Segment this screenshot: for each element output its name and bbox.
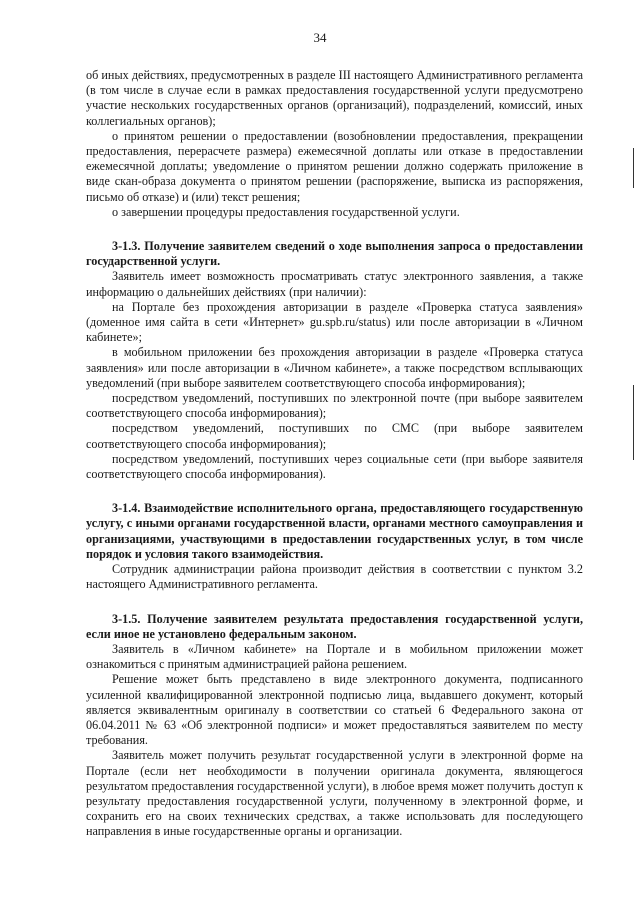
paragraph: Заявитель в «Личном кабинете» на Портале и в мобильном приложении может ознакомиться с принятым администрацией района решением. xyxy=(86,641,583,672)
scan-edge-mark-bottom xyxy=(633,385,635,460)
paragraph: Заявитель может получить результат государственной услуги в электронной форме на Портале (если нет необходимости в получении оригинала документа, являющегося результатом предоставления государственной услуги), в любое время может получить доступ к результату предоставления государственной услуги, полученному в электронной форме, и сохранить его на своих технических средствах, а также использовать для последующего направления в иные государственные органы и организации. xyxy=(86,748,583,839)
paragraph: об иных действиях, предусмотренных в разделе III настоящего Административного регламента (в том числе в случае если в рамках предоставления государственной услуги предусмотрено участие нескольких государственных органов (организаций), подразделений, комиссий, иных коллегиальных органов); xyxy=(86,68,583,128)
paragraph: Заявитель имеет возможность просматривать статус электронного заявления, а также информацию о дальнейших действиях (при наличии): xyxy=(86,269,583,299)
section-heading: 3-1.3. Получение заявителем сведений о ходе выполнения запроса о предоставлении государственной услуги. xyxy=(86,239,583,269)
paragraph: Сотрудник администрации района производит действия в соответствии с пунктом 3.2 настоящего Административного регламента. xyxy=(86,562,583,592)
paragraph: о принятом решении о предоставлении (возобновлении предоставления, прекращении предоставления, перерасчете размера) ежемесячной доплаты или отказе в предоставлении ежемесячной доплаты; уведомление о принятом решении должно содержать приложение в виде скан-образа документа о принятом решении (распоряжение, выписка из распоряжения, письмо об отказе) и (или) текст решения; xyxy=(86,128,583,204)
paragraph: посредством уведомлений, поступивших через социальные сети (при выборе заявителя соответствующего способа информирования). xyxy=(86,451,583,482)
paragraph: посредством уведомлений, поступивших по СМС (при выборе заявителем соответствующего способа информирования); xyxy=(86,421,583,451)
paragraph: на Портале без прохождения авторизации в разделе «Проверка статуса заявления» (доменное имя сайта в сети «Интернет» gu.spb.ru/status) или после авторизации в «Личном кабинете»; xyxy=(86,299,583,345)
scan-edge-mark-top xyxy=(633,148,635,188)
paragraph: о завершении процедуры предоставления государственной услуги. xyxy=(112,204,460,219)
paragraph: посредством уведомлений, поступивших по электронной почте (при выборе заявителем соответствующего способа информирования); xyxy=(86,391,583,421)
paragraph: Решение может быть представлено в виде электронного документа, подписанного усиленной квалифицированной электронной подписью лица, выдавшего документ, который является эквивалентным оригиналу в соответствии со статьей 6 Федерального закона от 06.04.2011 № 63 «Об электронной подписи» и может предоставляться заявителем по месту требования. xyxy=(86,672,583,748)
paragraph: в мобильном приложении без прохождения авторизации в разделе «Проверка статуса заявления» или после авторизации в «Личном кабинете», а также посредством всплывающих уведомлений (при выборе заявителем соответствующего способа информирования); xyxy=(86,345,583,390)
page-number: 34 xyxy=(313,30,327,45)
section-heading: 3-1.4. Взаимодействие исполнительного органа, предоставляющего государственную услугу, с иными органами государственной власти, органами местного самоуправления и организациями, участвующими в предоставлении государственных услуг, в том числе порядок и условия такого взаимодействия. xyxy=(86,501,583,561)
document-body xyxy=(86,68,583,840)
section-heading: 3-1.5. Получение заявителем результата предоставления государственной услуги, если иное не установлено федеральным законом. xyxy=(86,611,583,641)
